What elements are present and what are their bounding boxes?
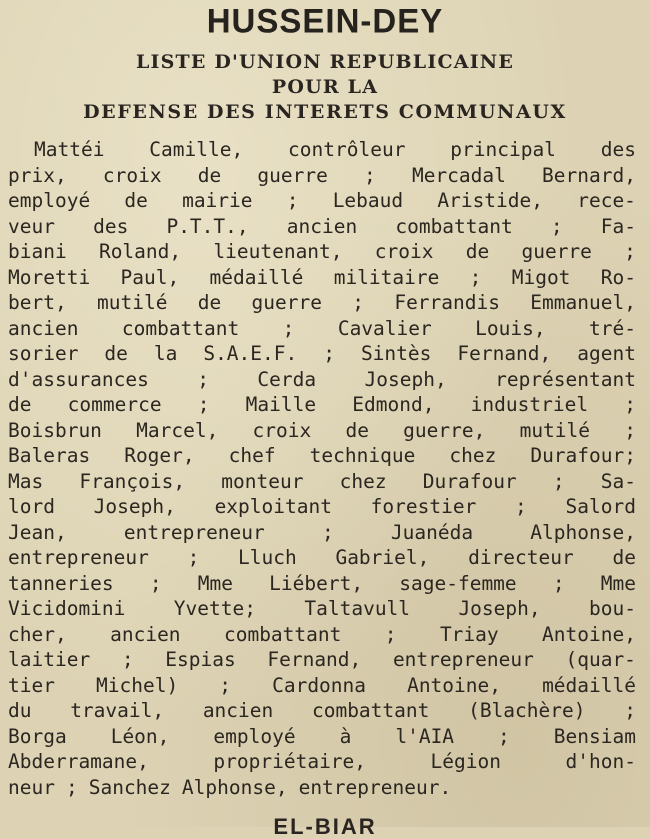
article-body-line: biani Roland, lieutenant, croix de guerre ; — [8, 240, 636, 263]
article-body-line: Abderramane, propriétaire, Légion d'hon- — [8, 750, 636, 773]
article-body-line: employé de mairie ; Lebaud Aristide, rece- — [8, 189, 636, 212]
article-body-line: Vicidomini Yvette; Taltavull Joseph, bou- — [8, 597, 636, 620]
article-body-line: Mas François, monteur chez Durafour ; Sa- — [8, 469, 636, 493]
article-body-line: lord Joseph, exploitant forestier ; Salord — [8, 495, 636, 518]
next-article-headline-fragment: EL-BIAR — [273, 814, 377, 839]
article-body-line: prix, croix de guerre ; Mercadal Bernard, — [8, 163, 636, 187]
article-body-line: Mattéi Camille, contrôleur principal des — [34, 138, 636, 161]
article-body-line: d'assurances ; Cerda Joseph, représentant — [8, 367, 636, 391]
article-subheading-line-3: DEFENSE DES INTERETS COMMUNAUX — [83, 101, 567, 123]
article-body-line: Moretti Paul, médaillé militaire ; Migot Ro- — [8, 265, 636, 289]
article-body-line: du travail, ancien combattant (Blachère) ; — [8, 699, 636, 722]
article-body-line: sorier de la S.A.E.F. ; Sintès Fernand, agent — [8, 342, 636, 365]
article-body-line: Jean, entrepreneur ; Juanéda Alphonse, — [8, 520, 636, 544]
article-body-line: tier Michel) ; Cardonna Antoine, médaillé — [8, 673, 636, 697]
article-body-line: cher, ancien combattant ; Triay Antoine, — [8, 622, 636, 646]
article-body-line: laitier ; Espias Fernand, entrepreneur (quar- — [8, 648, 636, 671]
article-body-line: entrepreneur ; Lluch Gabriel, directeur de — [8, 546, 636, 569]
article-body-line: de commerce ; Maille Edmond, industriel ; — [8, 393, 636, 416]
article-headline: HUSSEIN-DEY — [206, 1, 444, 40]
article-body — [8, 137, 636, 800]
article-body-line: neur ; Sanchez Alphonse, entrepreneur. — [8, 775, 452, 799]
article-body-line: veur des P.T.T., ancien combattant ; Fa- — [8, 214, 636, 238]
article-body-line: tanneries ; Mme Liébert, sage-femme ; Mme — [8, 571, 636, 595]
article-body-line: bert, mutilé de guerre ; Ferrandis Emmanuel, — [8, 291, 636, 314]
article-body-line: Borga Léon, employé à l'AIA ; Bensiam — [8, 724, 636, 748]
article-body-line: Baleras Roger, chef technique chez Durafour; — [8, 444, 636, 467]
article-subheading-line-1: LISTE D'UNION REPUBLICAINE — [135, 51, 515, 73]
article-subheading-line-2: POUR LA — [271, 76, 379, 98]
article-body-line: ancien combattant ; Cavalier Louis, tré- — [8, 316, 636, 340]
article-body-line: Boisbrun Marcel, croix de guerre, mutilé ; — [8, 418, 636, 442]
